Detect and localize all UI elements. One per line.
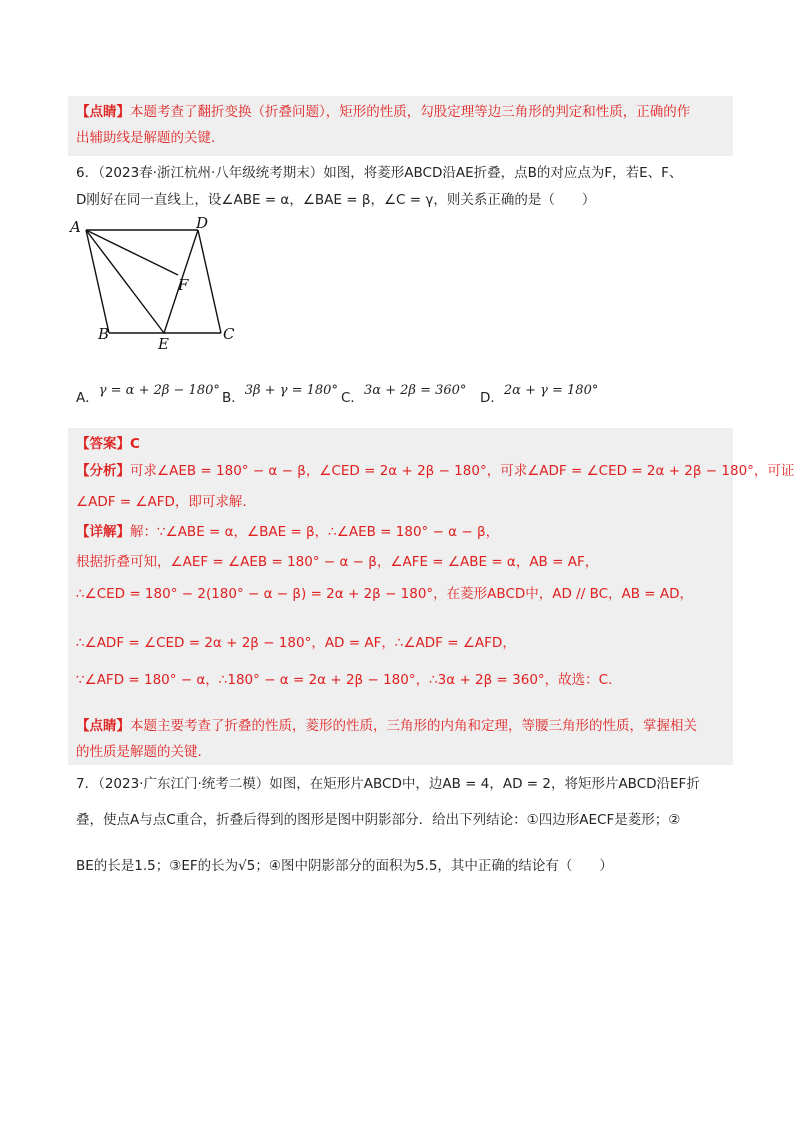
label-a: A bbox=[70, 218, 81, 236]
note6-line2: 的性质是解题的关键. bbox=[76, 744, 202, 760]
detail-line3: ∴∠CED = 180° − 2(180° − α − β) = 2α + 2β − 180°，在菱形ABCD中，AD // BC，AB = AD， bbox=[76, 586, 694, 602]
q6-line1: 6．（2023春·浙江杭州·八年级统考期末）如图，将菱形ABCD沿AE折叠，点B的对应点为F，若E、F、 bbox=[76, 165, 683, 181]
option-b[interactable]: B．3β + γ = 180° bbox=[222, 383, 338, 406]
q7-line3: BE的长是1.5；③EF的长为√5；④图中阴影部分的面积为5.5，其中正确的结论有（ ） bbox=[76, 858, 613, 874]
detail-line1: 【详解】解：∵∠ABE = α，∠BAE = β，∴∠AEB = 180° − α − β， bbox=[76, 524, 500, 540]
option-c[interactable]: C．3α + 2β = 360° bbox=[341, 383, 467, 406]
label-e: E bbox=[158, 335, 169, 353]
analysis-line1: 【分析】可求∠AEB = 180° − α − β，∠CED = 2α + 2β − 180°，可求∠ADF = ∠CED = 2α + 2β − 180°，可证 bbox=[76, 463, 795, 479]
detail-line2: 根据折叠可知，∠AEF = ∠AEB = 180° − α − β，∠AFE = ∠ABE = α，AB = AF， bbox=[76, 554, 599, 570]
prev-note-tag: 【点睛】 bbox=[76, 104, 130, 120]
edge-dc bbox=[198, 230, 221, 333]
option-d[interactable]: D．2α + γ = 180° bbox=[480, 383, 599, 406]
q7-line1: 7．（2023·广东江门·统考二模）如图，在矩形片ABCD中，边AB = 4，AD = 2，将矩形片ABCD沿EF折 bbox=[76, 776, 700, 792]
segment-af bbox=[86, 230, 178, 275]
label-b: B bbox=[98, 325, 110, 343]
label-d: D bbox=[196, 215, 209, 232]
answer-line: 【答案】C bbox=[76, 436, 140, 452]
note6-line1: 【点睛】本题主要考查了折叠的性质，菱形的性质，三角形的内角和定理，等腰三角形的性质，掌握相关 bbox=[76, 718, 697, 734]
detail-line5: ∵∠AFD = 180° − α，∴180° − α = 2α + 2β − 180°，∴3α + 2β = 360°，故选：C. bbox=[76, 672, 613, 688]
q6-line2: D刚好在同一直线上，设∠ABE = α，∠BAE = β，∠C = γ，则关系正确的是（ ） bbox=[76, 192, 596, 208]
rhombus-figure bbox=[66, 215, 266, 355]
option-a[interactable]: A．γ = α + 2β − 180° bbox=[76, 383, 220, 406]
label-c: C bbox=[223, 325, 235, 343]
answer-value: C bbox=[130, 436, 140, 452]
label-f: F bbox=[178, 276, 189, 294]
q7-line2: 叠，使点A与点C重合，折叠后得到的图形是图中阴影部分．给出下列结论：①四边形AECF是菱形；② bbox=[76, 812, 681, 828]
prev-note-line2: 出辅助线是解题的关键. bbox=[76, 130, 216, 146]
analysis-line2: ∠ADF = ∠AFD，即可求解. bbox=[76, 494, 247, 510]
detail-line4: ∴∠ADF = ∠CED = 2α + 2β − 180°，AD = AF，∴∠ADF = ∠AFD， bbox=[76, 635, 516, 651]
prev-note-line1: 【点睛】本题考查了翻折变换（折叠问题），矩形的性质，勾股定理等边三角形的判定和性质，正确的作 bbox=[76, 104, 691, 120]
